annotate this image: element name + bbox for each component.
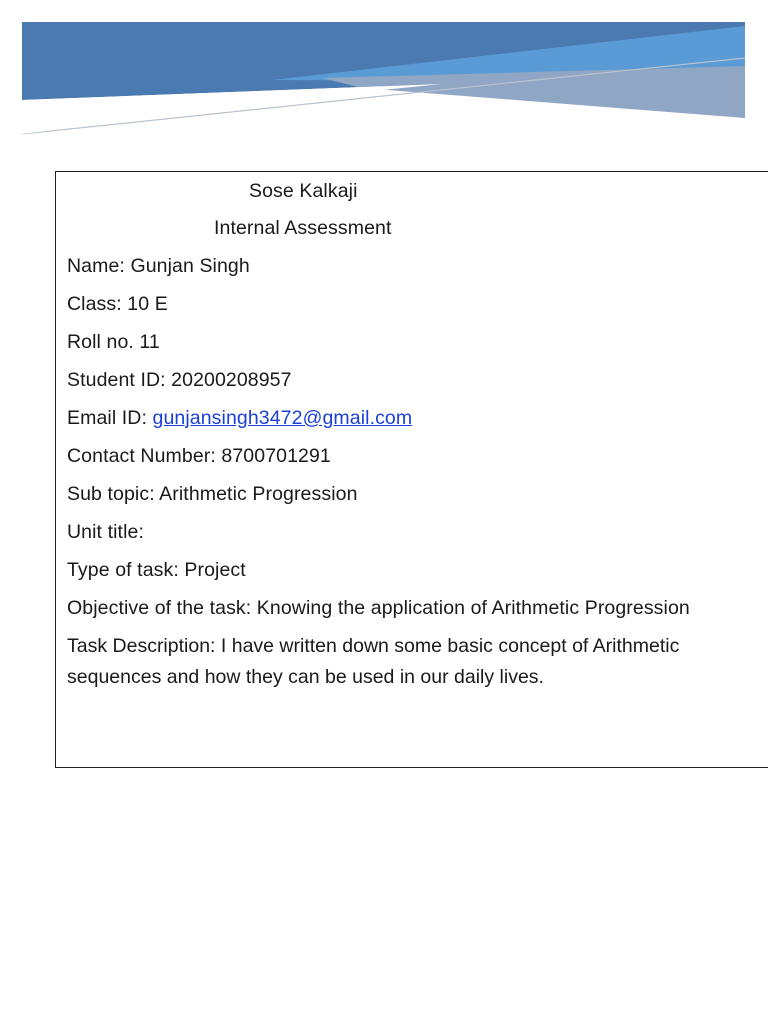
task-type: Type of task: Project	[67, 559, 246, 581]
header-banner-graphic	[22, 22, 745, 140]
task-objective: Objective of the task: Knowing the application of Arithmetic Progression	[67, 597, 690, 619]
school-name: Sose Kalkaji	[249, 180, 358, 202]
email-link[interactable]: gunjansingh3472@gmail.com	[152, 407, 413, 429]
student-id: Student ID: 20200208957	[67, 369, 292, 391]
student-class: Class: 10 E	[67, 293, 168, 315]
contact-number: Contact Number: 8700701291	[67, 445, 331, 467]
task-description: Task Description: I have written down some basic concept of Arithmetic sequences and how they can be used in our daily lives.	[67, 635, 680, 688]
email-row	[67, 403, 412, 433]
email-label: Email ID:	[67, 407, 153, 429]
header-banner	[22, 22, 745, 140]
roll-number: Roll no. 11	[67, 331, 160, 353]
sub-topic: Sub topic: Arithmetic Progression	[67, 483, 358, 505]
assessment-info-box	[55, 171, 768, 768]
unit-title: Unit title:	[67, 521, 144, 543]
student-name: Name: Gunjan Singh	[67, 255, 250, 277]
assessment-title: Internal Assessment	[214, 217, 392, 239]
